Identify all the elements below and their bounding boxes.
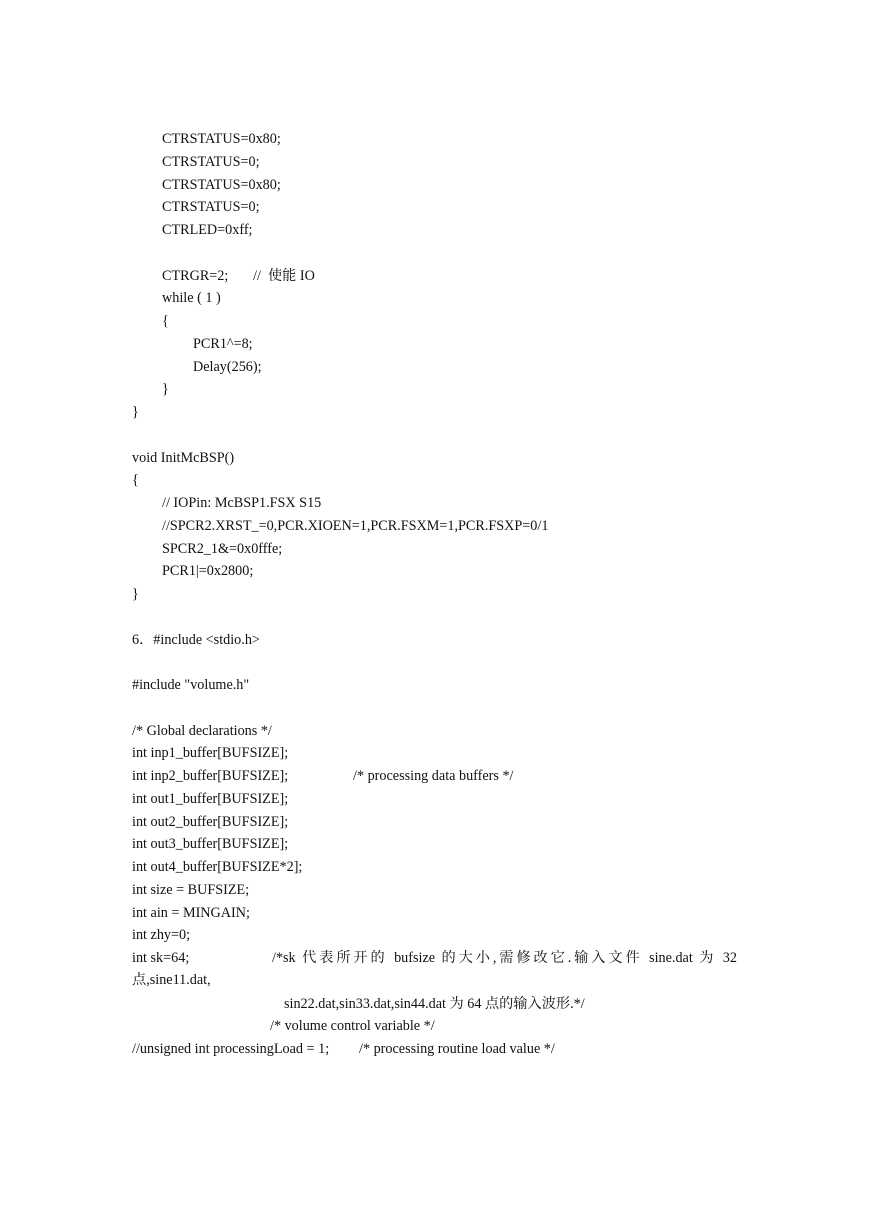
code-line: int inp1_buffer[BUFSIZE];: [132, 745, 289, 761]
code-line: int out2_buffer[BUFSIZE];: [132, 814, 289, 830]
code-line: CTRSTATUS=0;: [162, 154, 260, 170]
section-heading: 6．#include <stdio.h>: [132, 632, 260, 648]
code-line: PCR1^=8;: [193, 336, 253, 352]
code-line: }: [132, 404, 139, 420]
code-line: //unsigned int processingLoad = 1;: [132, 1041, 330, 1057]
code-line: int size = BUFSIZE;: [132, 882, 250, 898]
code-line: Delay(256);: [193, 359, 262, 375]
code-line: int inp2_buffer[BUFSIZE];: [132, 768, 289, 784]
code-line: int out4_buffer[BUFSIZE*2];: [132, 859, 303, 875]
code-line: void InitMcBSP(): [132, 450, 235, 466]
code-line: CTRSTATUS=0x80;: [162, 131, 281, 147]
code-line: CTRLED=0xff;: [162, 222, 253, 238]
code-line: {: [132, 472, 139, 488]
code-line: while ( 1 ): [162, 290, 221, 306]
code-line: /* Global declarations */: [132, 723, 272, 739]
code-line: }: [162, 381, 169, 397]
code-line: 点,sine11.dat,: [132, 972, 211, 988]
code-comment: sin22.dat,sin33.dat,sin44.dat 为 64 点的输入波形.*/: [284, 996, 585, 1012]
code-line: int ain = MINGAIN;: [132, 905, 250, 921]
code-comment: /*sk 代表所开的 bufsize 的大小,需修改它.输入文件 sine.dat 为 32: [272, 950, 737, 966]
code-line: {: [162, 313, 169, 329]
code-line: SPCR2_1&=0x0fffe;: [162, 541, 283, 557]
code-line: }: [132, 586, 139, 602]
code-line: PCR1|=0x2800;: [162, 563, 254, 579]
code-comment: /* processing routine load value */: [359, 1041, 555, 1057]
code-line: CTRSTATUS=0;: [162, 199, 260, 215]
code-line: //SPCR2.XRST_=0,PCR.XIOEN=1,PCR.FSXM=1,PCR.FSXP=0/1: [162, 518, 549, 534]
code-comment: /* volume control variable */: [270, 1018, 435, 1034]
code-line: int out3_buffer[BUFSIZE];: [132, 836, 289, 852]
code-line: int out1_buffer[BUFSIZE];: [132, 791, 289, 807]
code-line: int zhy=0;: [132, 927, 191, 943]
code-line: CTRSTATUS=0x80;: [162, 177, 281, 193]
code-line: // IOPin: McBSP1.FSX S15: [162, 495, 322, 511]
code-line: #include "volume.h": [132, 677, 250, 693]
code-line: int sk=64;: [132, 950, 190, 966]
code-comment: /* processing data buffers */: [353, 768, 514, 784]
code-line: CTRGR=2;: [162, 268, 229, 284]
code-comment: // 使能 IO: [253, 268, 315, 284]
